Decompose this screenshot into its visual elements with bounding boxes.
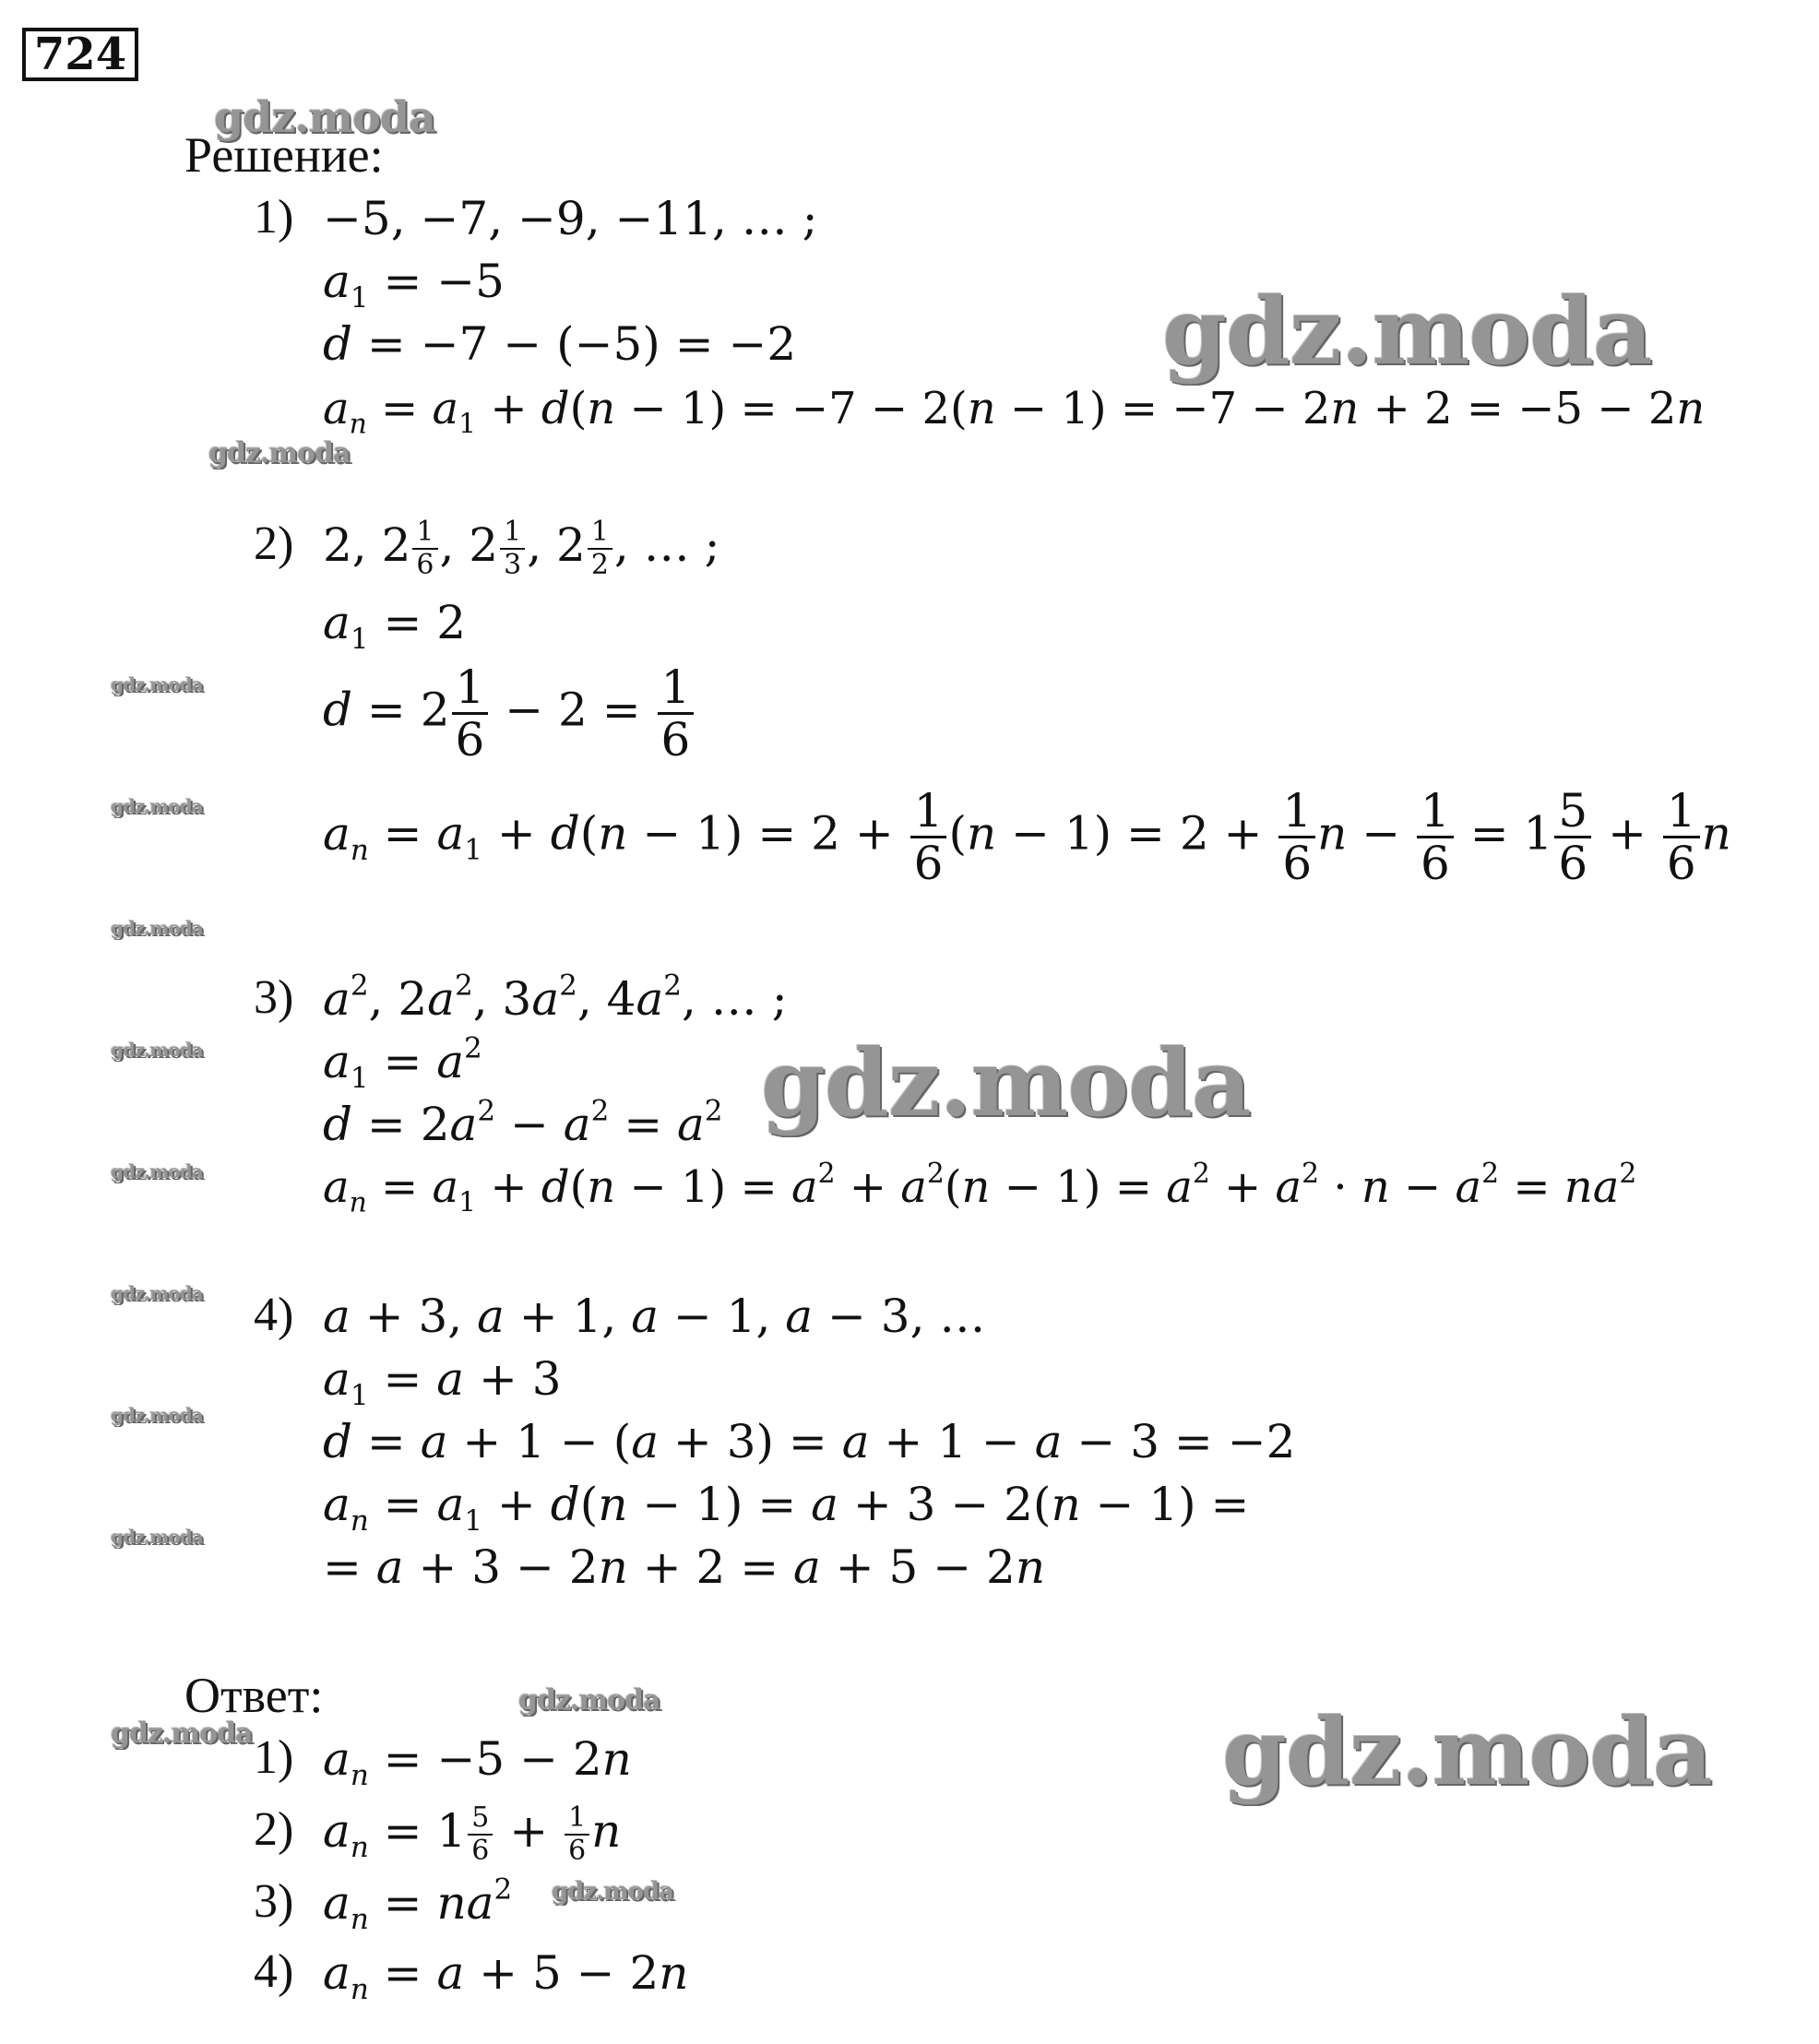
- part-4-first-term: $a_1 = a + 3$: [323, 1352, 562, 1412]
- part-3-sequence: $a^2$, $2a^2$, $3a^2$, $4a^2$, … ;: [323, 969, 788, 1026]
- part-4-sequence: a + 3, a + 1, a − 1, a − 3, …: [323, 1289, 986, 1343]
- answer-1: $a_n = -5 - 2n$: [323, 1732, 632, 1792]
- watermark: gdz.moda: [111, 1717, 253, 1750]
- part-3-first-term: $a_1 = a^2$: [323, 1031, 482, 1095]
- watermark: gdz.moda: [111, 917, 203, 939]
- watermark: gdz.moda: [214, 92, 435, 142]
- watermark: gdz.moda: [111, 1282, 203, 1304]
- answer-2: $a_n = 1$ $\frac{5}{6}$ + $\frac{1}{6}$ n: [323, 1801, 622, 1867]
- part-3-number: 3): [254, 971, 294, 1024]
- watermark: gdz.moda: [552, 1878, 674, 1906]
- part-1-sequence: −5, −7, −9, −11, … ;: [323, 192, 818, 245]
- part-4-formula-cont: = a + 3 − 2n + 2 = a + 5 − 2n: [323, 1540, 1046, 1594]
- part-1-first-term: $a_1 = -5$: [323, 255, 505, 315]
- part-1-difference: d = −7 − (−5) = −2: [323, 317, 797, 371]
- answer-4-number: 4): [254, 1945, 294, 1998]
- answer-1-number: 1): [254, 1731, 294, 1784]
- watermark: gdz.moda: [111, 1404, 203, 1426]
- watermark: gdz.moda: [111, 1160, 203, 1182]
- watermark: gdz.moda: [1222, 1697, 1712, 1806]
- part-2-number: 2): [254, 517, 294, 570]
- watermark: gdz.moda: [761, 1028, 1251, 1137]
- part-4-formula: $a_n = a_1 + d(n - 1) = a + 3 - 2(n - 1)$ =: [323, 1478, 1250, 1538]
- answer-3-number: 3): [254, 1875, 294, 1928]
- part-4-number: 4): [254, 1289, 294, 1341]
- part-1-formula: $a_n = a_1 + d(n - 1) = -7 - 2(n - 1) = -7 - 2n + 2 = -5 - 2n$: [323, 383, 1706, 441]
- part-4-difference: d = a + 1 − (a + 3) = a + 1 − a − 3 = −2: [323, 1415, 1296, 1468]
- watermark: gdz.moda: [111, 795, 203, 817]
- watermark: gdz.moda: [518, 1684, 660, 1717]
- part-3-difference: $d = 2a^2 - a^2 = a^2$: [323, 1094, 723, 1151]
- watermark: gdz.moda: [111, 1526, 203, 1548]
- watermark: gdz.moda: [208, 437, 351, 469]
- answer-2-number: 2): [254, 1803, 294, 1856]
- part-3-formula: $a_n = a_1 + d(n - 1) = a^2 + a^2(n - 1) = a^2 + a^2 \cdot n - a^2 = na^2$: [323, 1158, 1637, 1219]
- watermark: gdz.moda: [111, 1039, 203, 1061]
- solution-heading: Решение:: [184, 127, 384, 183]
- watermark: gdz.moda: [1162, 277, 1652, 386]
- answer-heading: Ответ:: [184, 1668, 324, 1723]
- watermark: gdz.moda: [111, 673, 203, 695]
- answer-3: $a_n = na^2$: [323, 1872, 513, 1936]
- part-2-formula: $a_n = a_1 + d(n - 1) = 2$ + $\frac{1}{6}$ (n − 1) = 2 + $\frac{1}{6}$ n − $\frac{1}{6}$ = 1 $\frac{5}{6}$ + $\frac{1}{6}$ n: [323, 784, 1731, 890]
- part-2-difference: d = 2 $\frac{1}{6}$ − 2 = $\frac{1}{6}$: [323, 664, 696, 763]
- answer-4: $a_n = a + 5 - 2n$: [323, 1946, 689, 2006]
- part-1-number: 1): [254, 191, 294, 244]
- problem-number: 724: [22, 28, 138, 81]
- part-2-first-term: $a_1 = 2$: [323, 596, 467, 656]
- part-2-sequence: 2, 2 $\frac{1}{6}$ , 2 $\frac{1}{3}$ , 2 $\frac{1}{2}$ , … ;: [323, 516, 720, 581]
